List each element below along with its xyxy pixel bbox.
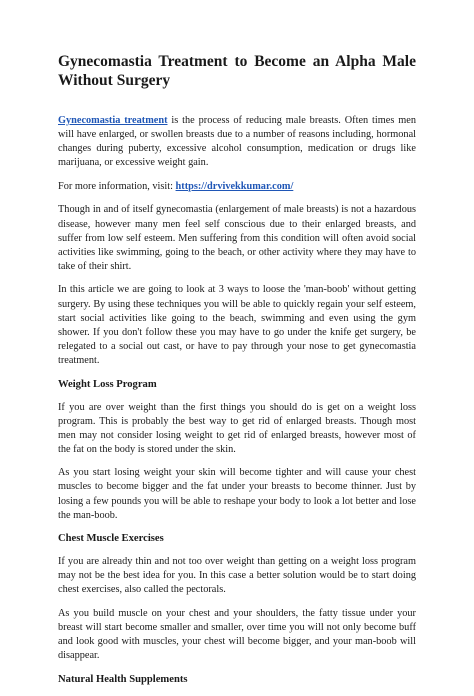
chest-exercises-paragraph-1: If you are already thin and not too over weight than getting on a weight loss program may not be the best idea for you. In this case a better solution would be to start doing chest exercises, also called the pectorals. [58,556,416,596]
more-info-paragraph [58,180,416,194]
body-paragraph-2: In this article we are going to look at 3 ways to loose the 'man-boob' without getting surgery. By using these techniques you will be able to quickly regain your self esteem, start social activities like going to the beach, swimming and even using the gym shower. If you don't follow these you may have to go under the knife get surgery, be relegated to a social out cast, or have to pay through your nose to get gynecomastia treatment. [58,284,416,366]
document-content [58,52,416,696]
chest-exercises-paragraph-2: As you build muscle on your chest and your shoulders, the fatty tissue under your breast will start become smaller and smaller, over time you will not only become buff and look good with muscles, your chest will become bigger, and your man-boob will disappear. [58,608,416,662]
weight-loss-paragraph-1: If you are over weight than the first things you should do is get on a weight loss program. This is probably the best way to get rid of enlarged breasts. Though most men may not consider losing weight to get rid of enlarged breasts, however most of the fat on the body is stored under the skin. [58,401,416,455]
document-title: Gynecomastia Treatment to Become an Alpha Male Without Surgery [58,53,416,89]
website-link[interactable]: https://drvivekkumar.com/ [175,180,294,192]
gynecomastia-treatment-link[interactable]: Gynecomastia treatment [58,115,168,126]
section-heading-supplements: Natural Health Supplements [58,673,188,685]
section-heading-weight-loss: Weight Loss Program [58,378,157,390]
section-heading-chest-exercises: Chest Muscle Exercises [58,533,164,545]
more-info-prefix: For more information, visit: [58,180,176,192]
weight-loss-paragraph-2: As you start losing weight your skin will become tighter and will cause your chest muscles to become bigger and the fat under your breasts to become thinner. Just by losing a few pounds you will be able to reshape your body to look a lot better and lose the man-boob. [58,467,416,521]
intro-text: is the process of reducing male breasts. Often times men will have enlarged, or swollen breasts due to a number of reasons including, hormonal changes during puberty, excessive alcohol consumption, medication or drugs like marijuana, or excessive weight gain. [58,115,416,169]
body-paragraph-1: Though in and of itself gynecomastia (enlargement of male breasts) is not a hazardous disease, however many men feel self conscious due to their enlarged breasts, and suffer from low self esteem. Men suffering from this condition will often avoid social activities like swimming, going to the beach, or other activity where they may have to take of their shirt. [58,204,416,272]
intro-paragraph [58,114,416,170]
